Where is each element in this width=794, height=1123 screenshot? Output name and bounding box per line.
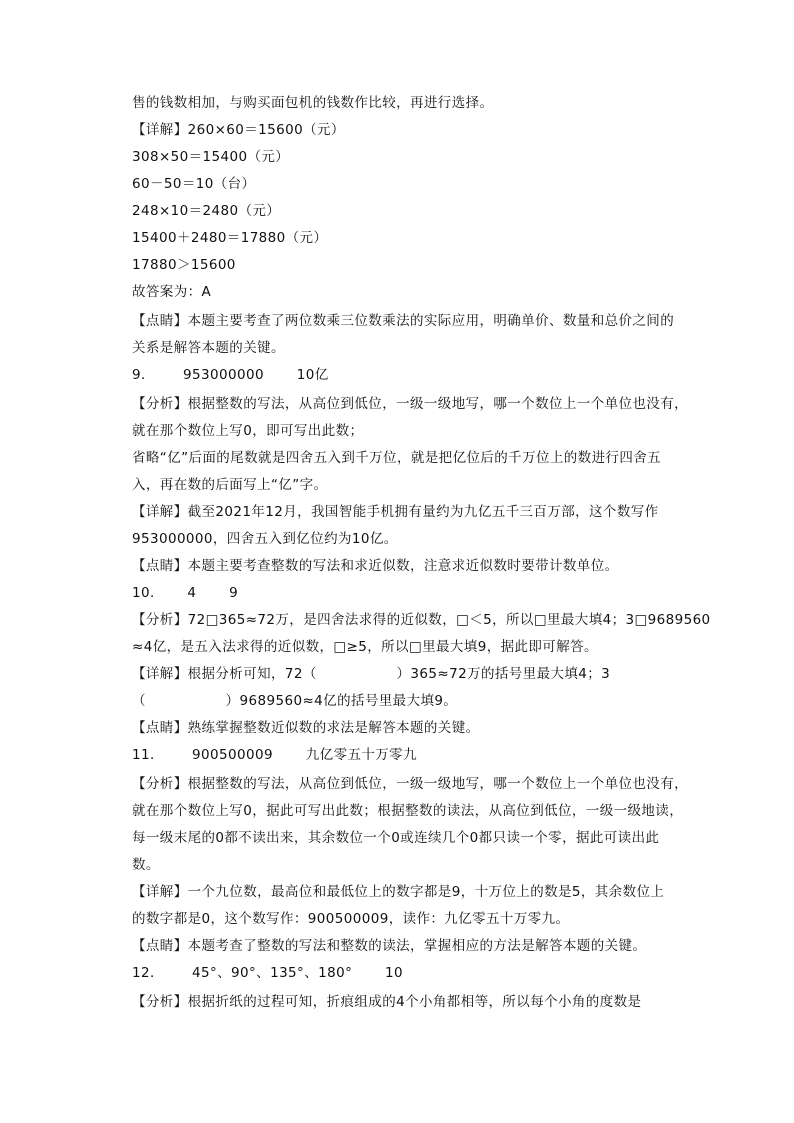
- text-line: 【点睛】本题主要考查了两位数乘三位数乘法的实际应用，明确单价、数量和总价之间的: [132, 313, 675, 329]
- question-answer-line: 11． 900500009 九亿零五十万零九: [132, 747, 417, 763]
- text-line: 【点睛】本题主要考查整数的写法和求近似数，注意求近似数时要带计数单位。: [132, 558, 619, 574]
- text-line: 17880＞15600: [132, 257, 236, 273]
- text-line: 【详解】260×60＝15600（元）: [132, 122, 345, 138]
- text-line: 数。: [132, 857, 160, 873]
- text-line: 省略“亿”后面的尾数就是四舍五入到千万位，就是把亿位后的千万位上的数进行四舍五: [132, 450, 662, 466]
- question-answer-line: 9． 953000000 10亿: [132, 367, 329, 383]
- text-line: 【分析】72□365≈72万，是四舍法求得的近似数，□＜5，所以□里最大填4；3□9689560: [132, 612, 711, 628]
- text-line: 就在那个数位上写0，据此可写出此数；根据整数的读法，从高位到低位，一级一级地读，: [132, 803, 684, 819]
- question-answer-line: 12． 45°、90°、135°、180° 10: [132, 965, 404, 981]
- text-line: 【详解】根据分析可知，72（ ）365≈72万的括号里最大填4；3: [132, 666, 611, 682]
- text-line: 60－50＝10（台）: [132, 176, 256, 192]
- text-line: 953000000，四舍五入到亿位约为10亿。: [132, 531, 398, 547]
- text-line: 就在那个数位上写0，即可写出此数；: [132, 423, 364, 439]
- text-line: 入，再在数的后面写上“亿”字。: [132, 477, 328, 493]
- text-line: 【分析】根据整数的写法，从高位到低位，一级一级地写，哪一个数位上一个单位也没有，: [132, 776, 688, 792]
- text-line: 【点睛】本题考查了整数的写法和整数的读法，掌握相应的方法是解答本题的关键。: [132, 938, 647, 954]
- text-line: 每一级末尾的0都不读出来，其余数位一个0或连续几个0都只读一个零，据此可读出此: [132, 830, 660, 846]
- text-line: 的数字都是0，这个数写作：900500009，读作：九亿零五十万零九。: [132, 911, 570, 927]
- text-line: （ ）9689560≈4亿的括号里最大填9。: [132, 693, 458, 709]
- text-line: 【点睛】熟练掌握整数近似数的求法是解答本题的关键。: [132, 720, 480, 736]
- text-line: 308×50＝15400（元）: [132, 149, 290, 165]
- text-line: ≈4亿，是五入法求得的近似数，□≥5，所以□里最大填9，据此即可解答。: [132, 639, 598, 655]
- text-line: 【分析】根据折纸的过程可知，折痕组成的4个小角都相等，所以每个小角的度数是: [132, 994, 642, 1010]
- question-answer-line: 10． 4 9: [132, 585, 239, 601]
- text-line: 【分析】根据整数的写法，从高位到低位，一级一级地写，哪一个数位上一个单位也没有，: [132, 396, 688, 412]
- text-line: 关系是解答本题的关键。: [132, 340, 285, 356]
- text-line: 【详解】截至2021年12月，我国智能手机拥有量约为九亿五千三百万部，这个数写作: [132, 504, 659, 520]
- text-line: 故答案为：A: [132, 284, 212, 300]
- text-line: 15400＋2480＝17880（元）: [132, 230, 328, 246]
- text-line: 【详解】一个九位数，最高位和最低位上的数字都是9，十万位上的数是5，其余数位上: [132, 884, 665, 900]
- text-line: 售的钱数相加，与购买面包机的钱数作比较，再进行选择。: [132, 95, 494, 111]
- text-line: 248×10＝2480（元）: [132, 203, 281, 219]
